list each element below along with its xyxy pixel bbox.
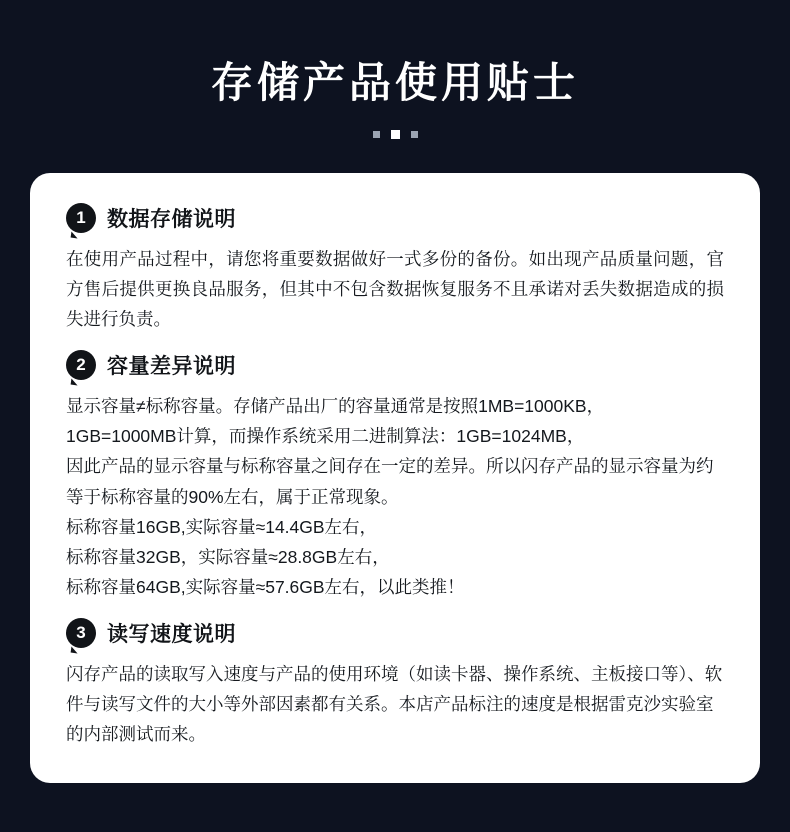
section-title: 数据存储说明 [107, 208, 236, 231]
section-body [66, 244, 724, 334]
carousel-dot-3[interactable] [411, 131, 418, 138]
paragraph: 因此产品的显示容量与标称容量之间存在一定的差异。所以闪存产品的显示容量为约等于标称容量的90%左右，属于正常现象。 [66, 456, 714, 507]
tips-card [30, 173, 760, 783]
section-title: 读写速度说明 [107, 622, 236, 646]
paragraph: 显示容量≠标称容量。存储产品出厂的容量通常是按照1MB=1000KB， [66, 396, 605, 417]
section-body [66, 391, 724, 602]
section-header [66, 203, 724, 233]
section-body [66, 659, 724, 749]
paragraph: 标称容量32GB，实际容量≈28.8GB左右， [66, 546, 390, 567]
page-title: 存储产品使用贴士 [210, 59, 579, 106]
section-number-badge: 3 [66, 618, 96, 648]
carousel-dot-1[interactable] [373, 131, 380, 138]
carousel-dot-2[interactable] [391, 130, 400, 139]
paragraph: 1GB=1000MB计算，而操作系统采用二进制算法：1GB=1024MB， [66, 426, 585, 447]
section-header [66, 350, 724, 380]
section-capacity-difference [66, 350, 724, 602]
section-number-badge: 1 [66, 203, 96, 233]
paragraph: 闪存产品的读取写入速度与产品的使用环境（如读卡器、操作系统、主板接口等）、软件与读写文件的大小等外部因素都有关系。本店产品标注的速度是根据雷克沙实验室的内部测试而来。 [66, 663, 723, 745]
section-read-write-speed [66, 618, 724, 749]
paragraph: 标称容量64GB,实际容量≈57.6GB左右，以此类推！ [66, 576, 465, 597]
carousel-dots [0, 130, 790, 139]
section-number-badge: 2 [66, 350, 96, 380]
section-header [66, 618, 724, 648]
section-title: 容量差异说明 [107, 355, 236, 379]
paragraph: 在使用产品过程中，请您将重要数据做好一式多份的备份。如出现产品质量问题，官方售后提供更换良品服务，但其中不包含数据恢复服务不且承诺对丢失数据造成的损失进行负责。 [66, 249, 724, 330]
page-header [0, 0, 790, 139]
section-data-storage [66, 203, 724, 334]
paragraph: 标称容量16GB,实际容量≈14.4GB左右， [66, 516, 378, 537]
